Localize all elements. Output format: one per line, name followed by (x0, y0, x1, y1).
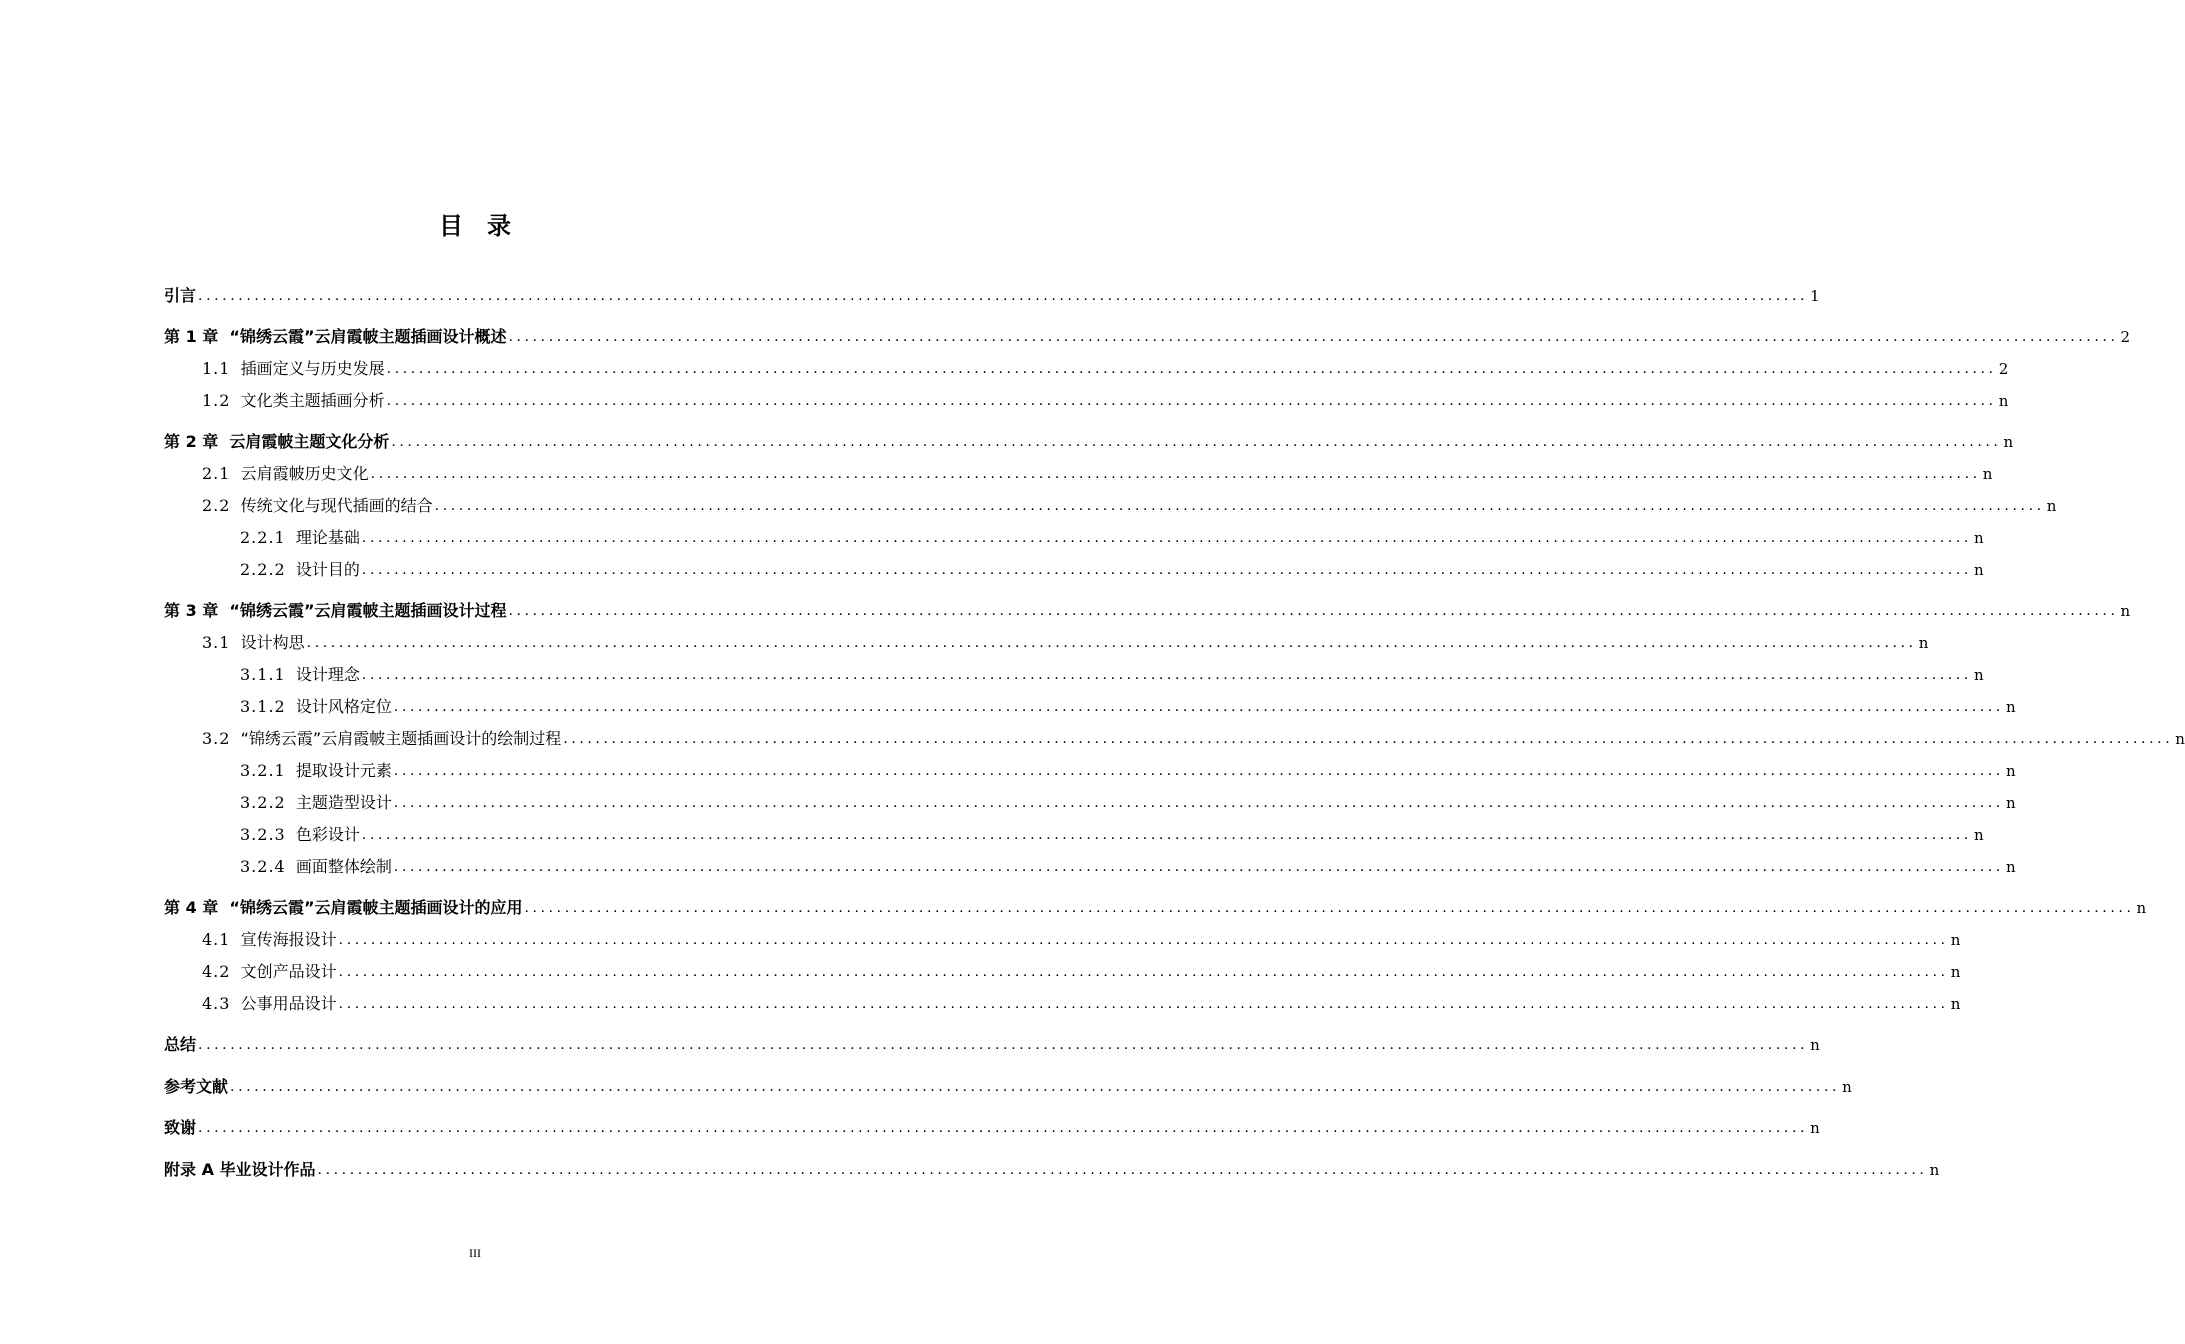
toc-entry-page: n (1973, 529, 1984, 547)
toc-entry-page: 2 (2120, 328, 2131, 346)
toc-entry-number: 第 4 章 (164, 898, 219, 917)
toc-entry-label (240, 825, 360, 845)
toc-entry-label (240, 697, 392, 717)
toc-entry-label (202, 962, 337, 982)
toc-entry-page: n (1973, 666, 1984, 684)
toc-entry-title: 提取设计元素 (295, 761, 392, 780)
toc-entry-label (164, 898, 522, 918)
toc-leader-dots: ........................................................................................................................................................................................................ (361, 530, 1972, 546)
toc-entry-page: n (2005, 794, 2016, 812)
toc-entry[interactable] (164, 317, 2131, 347)
toc-entry-gap (286, 665, 296, 684)
toc-entry-number: 2.2.2 (240, 560, 286, 579)
toc-entry-number: 1.2 (202, 391, 231, 410)
toc-entry-page: n (1929, 1161, 1940, 1179)
toc-entry-number: 1.1 (202, 359, 231, 378)
toc-entry[interactable] (164, 751, 2016, 781)
toc-entry-number: 4.3 (202, 994, 231, 1013)
toc-entry-gap (230, 633, 240, 652)
toc-entry[interactable] (164, 276, 1820, 306)
toc-leader-dots: ........................................................................................................................................................................................................ (338, 964, 1949, 980)
toc-entry-page: n (2120, 602, 2131, 620)
toc-entry-page: n (2175, 730, 2185, 748)
toc-entry-page: n (1950, 995, 1961, 1013)
toc-leader-dots: ........................................................................................................................................................................................................ (338, 932, 1949, 948)
toc-entry-page: 2 (1998, 360, 2009, 378)
toc-entry-label (240, 761, 392, 781)
toc-entry-label (164, 601, 506, 621)
toc-entry-title: 宣传海报设计 (240, 930, 337, 949)
toc-entry-page: n (2005, 858, 2016, 876)
toc-entry-title: 设计理念 (295, 665, 360, 684)
toc-entry-gap (230, 930, 240, 949)
toc-entry-label (164, 327, 506, 347)
toc-entry-number: 3.2.4 (240, 857, 286, 876)
toc-entry-page: n (2005, 762, 2016, 780)
toc-entry[interactable] (164, 454, 1993, 484)
toc-entry[interactable] (164, 518, 1984, 548)
toc-entry-label (164, 1160, 316, 1180)
toc-entry-title: 理论基础 (295, 528, 360, 547)
toc-entry-title: 设计目的 (295, 560, 360, 579)
toc-leader-dots: ........................................................................................................................................................................................................ (198, 1037, 1809, 1053)
toc-entry-title: “锦绣云霞”云肩霞帔主题插画设计概述 (229, 327, 507, 346)
toc-entry[interactable] (164, 783, 2016, 813)
toc-entry-number: 3.1.1 (240, 665, 286, 684)
toc-entry-gap (286, 761, 296, 780)
toc-entry-page: n (1842, 1078, 1852, 1096)
toc-entry[interactable] (164, 1025, 1820, 1055)
toc-entry-number: 4.1 (202, 930, 231, 949)
toc-entry-gap (218, 601, 229, 620)
toc-entry-number: 2.2 (202, 496, 231, 515)
toc-entry-label (202, 633, 305, 653)
toc-entry-label (240, 793, 392, 813)
toc-entry-number: 2.2.1 (240, 528, 286, 547)
toc-entry-label (164, 1118, 196, 1138)
toc-entry[interactable] (164, 381, 2009, 411)
toc-entry-gap (230, 729, 240, 748)
toc-entry-label (164, 286, 196, 306)
toc-entry-number: 3.1 (202, 633, 231, 652)
toc-leader-dots: ........................................................................................................................................................................................................ (434, 498, 2045, 514)
toc-leader-dots: ........................................................................................................................................................................................................ (361, 667, 1972, 683)
toc-entry-number: 3.2.2 (240, 793, 286, 812)
toc-entry-gap (218, 432, 229, 451)
toc-entry-label (240, 665, 360, 685)
toc-leader-dots: ........................................................................................................................................................................................................ (393, 795, 2004, 811)
toc-entry-title: 云肩霞帔历史文化 (240, 464, 369, 483)
toc-entry-gap (218, 898, 229, 917)
toc-entry-gap (286, 697, 296, 716)
toc-entry[interactable] (164, 687, 2016, 717)
toc-entry-title: 文化类主题插画分析 (240, 391, 385, 410)
toc-entry-title: 公事用品设计 (240, 994, 337, 1013)
toc-entry-number: 3.1.2 (240, 697, 286, 716)
toc-entry-title: 主题造型设计 (295, 793, 392, 812)
toc-entry-page: n (2136, 899, 2147, 917)
toc-entry[interactable] (164, 1067, 1852, 1097)
toc-entry-title: 附录 A 毕业设计作品 (164, 1160, 316, 1179)
toc-entry-number: 3.2 (202, 729, 231, 748)
toc-entry-title: “锦绣云霞”云肩霞帔主题插画设计的应用 (229, 898, 523, 917)
toc-entry-label (164, 1077, 228, 1097)
toc-entry-gap (230, 359, 240, 378)
toc-entry-title: 云肩霞帔主题文化分析 (229, 432, 390, 451)
toc-entry-gap (286, 528, 296, 547)
toc-entry-label (202, 464, 369, 484)
toc-entry-gap (286, 560, 296, 579)
toc-entry-title: 文创产品设计 (240, 962, 337, 981)
toc-entry-page: n (1998, 392, 2009, 410)
toc-entry[interactable] (164, 719, 2185, 749)
toc-entry-gap (286, 825, 296, 844)
toc-entry-page: n (1950, 963, 1961, 981)
toc-entry[interactable] (164, 984, 1961, 1014)
toc-entry-page: n (1810, 1119, 1820, 1137)
toc-leader-dots: ........................................................................................................................................................................................................ (230, 1079, 1841, 1095)
toc-leader-dots: ........................................................................................................................................................................................................ (393, 763, 2004, 779)
toc-entry[interactable] (164, 888, 2147, 918)
toc-entry[interactable] (164, 847, 2016, 877)
toc-entry-page: n (1950, 931, 1961, 949)
toc-entry-title: “锦绣云霞”云肩霞帔主题插画设计的绘制过程 (240, 729, 562, 748)
toc-entry-number: 第 2 章 (164, 432, 219, 451)
toc-entry[interactable] (164, 920, 1961, 950)
page-title: 目录 (439, 212, 535, 240)
toc-entry-title: 设计构思 (240, 633, 305, 652)
toc-leader-dots: ........................................................................................................................................................................................................ (391, 434, 2002, 450)
toc-entry-number: 3.2.1 (240, 761, 286, 780)
toc-entry-page: 1 (1810, 287, 1820, 305)
toc-leader-dots: ........................................................................................................................................................................................................ (338, 996, 1949, 1012)
toc-entry-page: n (1973, 561, 1984, 579)
toc-leader-dots: ........................................................................................................................................................................................................ (563, 731, 2174, 747)
toc-entry[interactable] (164, 591, 2131, 621)
toc-entry-number: 2.1 (202, 464, 231, 483)
toc-leader-dots: ........................................................................................................................................................................................................ (306, 635, 1917, 651)
toc-entry-title: 插画定义与历史发展 (240, 359, 385, 378)
toc-entry-gap (230, 464, 240, 483)
toc-entry-gap (230, 496, 240, 515)
toc-entry-page: n (1810, 1036, 1820, 1054)
toc-entry[interactable] (164, 1150, 1940, 1180)
toc-leader-dots: ........................................................................................................................................................................................................ (386, 361, 1997, 377)
toc-entry[interactable] (164, 550, 1984, 580)
toc-entry[interactable] (164, 1108, 1820, 1138)
toc-entry-label (202, 729, 561, 749)
toc-entry-label (240, 528, 360, 548)
toc-leader-dots: ........................................................................................................................................................................................................ (198, 288, 1809, 304)
toc-entry-label (164, 1035, 196, 1055)
toc-entry-label (240, 560, 360, 580)
toc-entry-gap (286, 857, 296, 876)
toc-entry[interactable] (164, 422, 2014, 452)
toc-leader-dots: ........................................................................................................................................................................................................ (508, 603, 2119, 619)
toc-leader-dots: ........................................................................................................................................................................................................ (361, 827, 1972, 843)
toc-entry-title: 设计风格定位 (295, 697, 392, 716)
toc-entry-label (240, 857, 392, 877)
toc-entry-label (202, 496, 433, 516)
toc-entry-gap (230, 962, 240, 981)
toc-entry-gap (230, 391, 240, 410)
toc-leader-dots: ........................................................................................................................................................................................................ (317, 1162, 1928, 1178)
toc-entry-page: n (1973, 826, 1984, 844)
toc-entry-gap (230, 994, 240, 1013)
toc-leader-dots: ........................................................................................................................................................................................................ (393, 699, 2004, 715)
toc-entry-title: 总结 (164, 1035, 197, 1054)
toc-entry-label (164, 432, 389, 452)
toc-entry[interactable] (164, 952, 1961, 982)
toc-entry-title: 引言 (164, 286, 197, 305)
toc-entry-page: n (2003, 433, 2014, 451)
toc-leader-dots: ........................................................................................................................................................................................................ (361, 562, 1972, 578)
toc-entry[interactable] (164, 655, 1984, 685)
toc-entry[interactable] (164, 486, 2057, 516)
toc-entry-title: 致谢 (164, 1118, 197, 1137)
page-number: III (469, 1246, 481, 1260)
toc-entry-label (202, 930, 337, 950)
toc-leader-dots: ........................................................................................................................................................................................................ (393, 859, 2004, 875)
toc-leader-dots: ........................................................................................................................................................................................................ (198, 1120, 1809, 1136)
toc-entry-number: 第 3 章 (164, 601, 219, 620)
toc-leader-dots: ........................................................................................................................................................................................................ (386, 393, 1997, 409)
toc-entry[interactable] (164, 815, 1984, 845)
toc-entry[interactable] (164, 623, 1929, 653)
toc-entry-label (202, 391, 385, 411)
toc-entry-label (202, 359, 385, 379)
toc-entry[interactable] (164, 349, 2009, 379)
toc-entry-number: 4.2 (202, 962, 231, 981)
toc-entry-title: 参考文献 (164, 1077, 229, 1096)
toc-entry-title: “锦绣云霞”云肩霞帔主题插画设计过程 (229, 601, 507, 620)
toc-entry-number: 3.2.3 (240, 825, 286, 844)
toc-entry-page: n (1918, 634, 1929, 652)
toc-leader-dots: ........................................................................................................................................................................................................ (370, 466, 1981, 482)
toc-entry-title: 色彩设计 (295, 825, 360, 844)
toc-entry-page: n (1982, 465, 1993, 483)
toc-entry-gap (218, 327, 229, 346)
toc-entry-title: 传统文化与现代插画的结合 (240, 496, 433, 515)
toc-leader-dots: ........................................................................................................................................................................................................ (524, 900, 2135, 916)
toc-entry-title: 画面整体绘制 (295, 857, 392, 876)
toc-leader-dots: ........................................................................................................................................................................................................ (508, 329, 2119, 345)
toc-entry-gap (286, 793, 296, 812)
toc-entry-page: n (2005, 698, 2016, 716)
toc-entry-label (202, 994, 337, 1014)
toc-entry-page: n (2046, 497, 2057, 515)
toc-entry-number: 第 1 章 (164, 327, 219, 346)
